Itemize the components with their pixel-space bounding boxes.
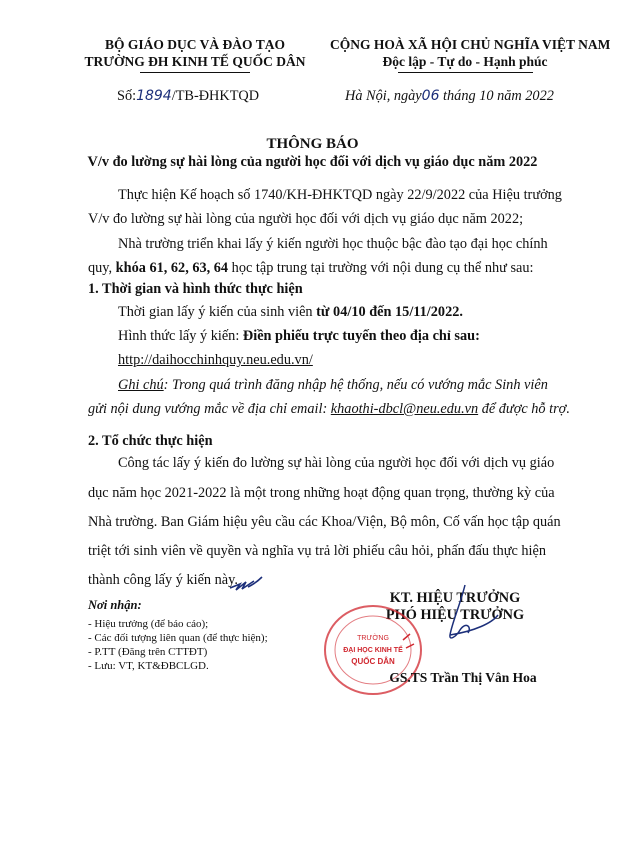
header-left-underline: [140, 72, 250, 73]
section-1-heading: 1. Thời gian và hình thức thực hiện: [88, 281, 303, 297]
date-prefix: Hà Nội, ngày: [345, 88, 422, 104]
header-right-underline: [398, 72, 533, 73]
p2-cohorts: khóa 61, 62, 63, 64: [115, 260, 229, 276]
notice-subject: V/v đo lường sự hài lòng của người học đối với dịch vụ giáo dục năm 2022: [87, 154, 538, 170]
p2-text-a: quy,: [88, 260, 116, 276]
note-line-1: [118, 377, 548, 394]
stamp-text-top: TRƯỜNG: [357, 635, 389, 642]
note-text-2b: để được hỗ trợ.: [478, 401, 570, 417]
recipient-item: - Hiệu trưởng (để báo cáo);: [88, 618, 209, 630]
s1-time-text: Thời gian lấy ý kiến của sinh viên: [118, 304, 317, 320]
s1-form-method: Điền phiếu trực tuyến theo địa chỉ sau:: [242, 328, 480, 344]
stamp-text-bot: QUỐC DÂN: [351, 657, 395, 666]
initials-scribble: [228, 572, 264, 594]
recipient-item: - Các đối tượng liên quan (để thực hiện);: [88, 632, 268, 644]
signature-title-1: KT. HIỆU TRƯỞNG: [389, 590, 521, 606]
section-2-line-4: triệt tới sinh viên về quyền và nghĩa vụ trả lời phiếu câu hỏi, phấn đấu thực hiện: [88, 543, 547, 559]
signer-name: GS.TS Trần Thị Vân Hoa: [389, 670, 537, 685]
note-email-link[interactable]: khaothi-dbcl@neu.edu.vn: [330, 401, 479, 417]
section-2-line-2: dục năm học 2021-2022 là một trong những hoạt động quan trọng, thường kỳ của: [88, 485, 555, 501]
paragraph-2-line-1: Nhà trường triển khai lấy ý kiến người học thuộc bậc đào tạo đại học chính: [118, 236, 548, 252]
motto: Độc lập - Tự do - Hạnh phúc: [382, 54, 548, 69]
document-date: [345, 88, 554, 105]
paragraph-1-line-2: V/v đo lường sự hài lòng của người học đối với dịch vụ giáo dục năm 2022;: [88, 211, 524, 227]
handwritten-signature: [420, 575, 530, 650]
section-2-heading: 2. Tổ chức thực hiện: [88, 433, 213, 449]
ministry-name: BỘ GIÁO DỤC VÀ ĐÀO TẠO: [105, 37, 285, 52]
note-line-2: [88, 401, 570, 418]
doc-no-suffix: /TB-ĐHKTQD: [171, 88, 260, 104]
date-day: 06: [421, 88, 440, 104]
p2-text-b: học tập trung tại trường với nội dung cụ thể như sau:: [228, 260, 534, 276]
section-1-time: [118, 304, 463, 321]
date-month: 10: [479, 88, 494, 104]
note-text-2a: gửi nội dung vướng mắc về địa chỉ email:: [88, 401, 331, 417]
recipient-item: - Lưu: VT, KT&ĐBCLGD.: [88, 660, 209, 672]
doc-no-handwritten: 1894: [136, 88, 172, 104]
recipients-label: Nơi nhận:: [88, 598, 142, 612]
paragraph-2-line-2: [88, 260, 533, 277]
recipient-item: - P.TT (Đăng trên CTTĐT): [88, 646, 208, 658]
section-2-line-3: Nhà trường. Ban Giám hiệu yêu cầu các Khoa/Viện, Bộ môn, Cố vấn học tập quán: [88, 514, 561, 530]
signature-title-2: PHÓ HIỆU TRƯỞNG: [385, 607, 525, 623]
date-year: 2022: [525, 88, 554, 104]
date-year-label: năm: [493, 88, 526, 104]
stamp-text-mid: ĐẠI HỌC KINH TẾ: [343, 647, 403, 654]
date-month-label: tháng: [439, 88, 480, 104]
university-name: TRƯỜNG ĐH KINH TẾ QUỐC DÂN: [84, 54, 306, 69]
survey-url[interactable]: [118, 352, 313, 369]
doc-no-prefix: Số:: [117, 88, 137, 104]
note-text-1: : Trong quá trình đăng nhập hệ thống, nếu có vướng mắc Sinh viên: [163, 377, 548, 393]
notice-title: THÔNG BÁO: [266, 136, 359, 152]
paragraph-1-line-1: Thực hiện Kế hoạch số 1740/KH-ĐHKTQD ngày 22/9/2022 của Hiệu trưởng: [118, 187, 562, 203]
country-name: CỘNG HOÀ XÃ HỘI CHỦ NGHĨA VIỆT NAM: [330, 37, 611, 52]
survey-url-link[interactable]: http://daihocchinhquy.neu.edu.vn/: [118, 352, 313, 368]
s1-time-range: từ 04/10 đến 15/11/2022.: [316, 304, 463, 320]
document-number: [117, 88, 259, 105]
note-label: Ghi chú: [118, 377, 164, 393]
s1-form-text: Hình thức lấy ý kiến:: [118, 328, 243, 344]
section-2-line-5: thành công lấy ý kiến này.: [88, 572, 238, 588]
section-2-line-1: Công tác lấy ý kiến đo lường sự hài lòng của người học đối với dịch vụ giáo: [118, 455, 555, 471]
section-1-form: [118, 328, 480, 345]
